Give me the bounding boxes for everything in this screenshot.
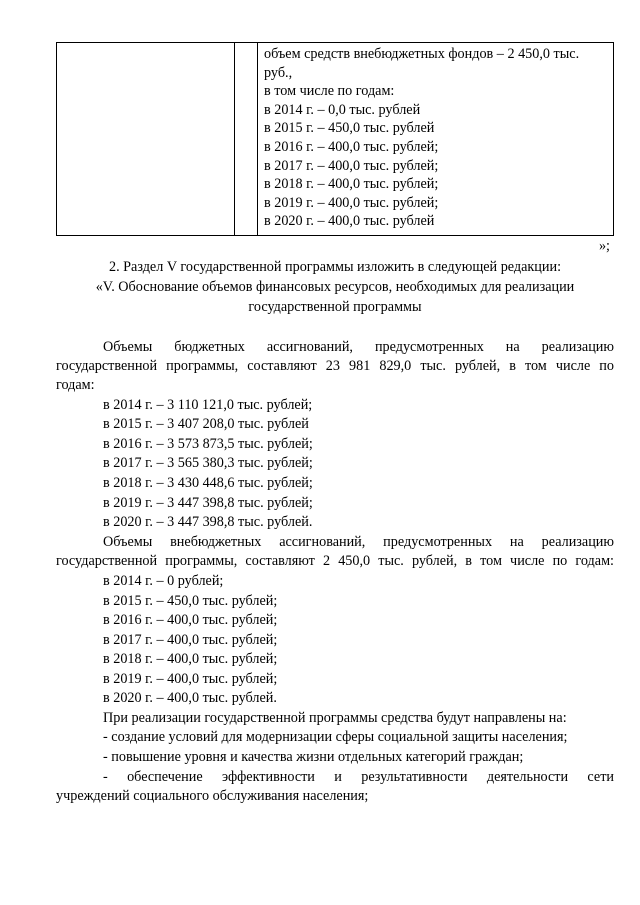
budget-year-item: в 2014 г. – 3 110 121,0 тыс. рублей; xyxy=(103,397,313,413)
closing-quote: »; xyxy=(598,238,610,254)
offbudget-year-item: в 2018 г. – 400,0 тыс. рублей; xyxy=(103,651,278,667)
table-column-divider xyxy=(234,43,235,235)
cell-line: в 2017 г. – 400,0 тыс. рублей; xyxy=(264,157,439,174)
budget-year-item: в 2018 г. – 3 430 448,6 тыс. рублей; xyxy=(103,475,313,491)
budget-year-item: в 2015 г. – 3 407 208,0 тыс. рублей xyxy=(103,416,309,432)
directions-intro: При реализации государственной программы средства будут направлены на: xyxy=(103,710,567,726)
budget-year-item: в 2016 г. – 3 573 873,5 тыс. рублей; xyxy=(103,436,313,452)
direction-item: - обеспечение эффективности и результативности деятельности сети xyxy=(103,769,614,785)
direction-item: - создание условий для модернизации сферы социальной защиты населения; xyxy=(103,729,568,745)
offbudget-year-item: в 2017 г. – 400,0 тыс. рублей; xyxy=(103,632,278,648)
cell-line: в 2020 г. – 400,0 тыс. рублей xyxy=(264,213,435,230)
budget-intro-line1: Объемы бюджетных ассигнований, предусмотренных на реализацию xyxy=(103,339,614,355)
cell-line: в 2016 г. – 400,0 тыс. рублей; xyxy=(264,138,439,155)
table-cell-offbudget-funds xyxy=(264,45,609,231)
section-instruction: 2. Раздел V государственной программы изложить в следующей редакции: xyxy=(108,259,562,275)
offbudget-year-item: в 2014 г. – 0 рублей; xyxy=(103,573,224,589)
budget-intro-line2: государственной программы, составляют 23 981 829,0 тыс. рублей, в том числе по xyxy=(56,358,614,374)
offbudget-year-item: в 2019 г. – 400,0 тыс. рублей; xyxy=(103,671,278,687)
section-title-line1: «V. Обоснование объемов финансовых ресурсов, необходимых для реализации xyxy=(95,279,575,295)
offbudget-year-item: в 2015 г. – 450,0 тыс. рублей; xyxy=(103,593,278,609)
cell-line: в том числе по годам: xyxy=(264,83,395,100)
cell-line: в 2018 г. – 400,0 тыс. рублей; xyxy=(264,176,439,193)
cell-line: в 2019 г. – 400,0 тыс. рублей; xyxy=(264,194,439,211)
cell-line: в 2014 г. – 0,0 тыс. рублей xyxy=(264,101,421,118)
budget-year-item: в 2020 г. – 3 447 398,8 тыс. рублей. xyxy=(103,514,313,530)
offbudget-intro-line2: государственной программы, составляют 2 450,0 тыс. рублей, в том числе по годам: xyxy=(56,553,614,569)
cell-line: объем средств внебюджетных фондов – 2 450,0 тыс. xyxy=(264,46,580,62)
budget-year-item: в 2019 г. – 3 447 398,8 тыс. рублей; xyxy=(103,495,313,511)
budget-year-item: в 2017 г. – 3 565 380,3 тыс. рублей; xyxy=(103,455,313,471)
direction-item-continuation: учреждений социального обслуживания населения; xyxy=(56,788,369,804)
section-title-line2: государственной программы xyxy=(248,299,422,315)
offbudget-intro-line1: Объемы внебюджетных ассигнований, предусмотренных на реализацию xyxy=(103,534,614,550)
direction-item: - повышение уровня и качества жизни отдельных категорий граждан; xyxy=(103,749,524,765)
budget-intro-line3: годам: xyxy=(56,377,95,393)
funding-table xyxy=(56,42,614,236)
table-column-divider xyxy=(257,43,258,235)
offbudget-year-item: в 2020 г. – 400,0 тыс. рублей. xyxy=(103,690,277,706)
cell-line: руб., xyxy=(264,64,293,81)
cell-line: в 2015 г. – 450,0 тыс. рублей xyxy=(264,120,435,137)
offbudget-year-item: в 2016 г. – 400,0 тыс. рублей; xyxy=(103,612,278,628)
